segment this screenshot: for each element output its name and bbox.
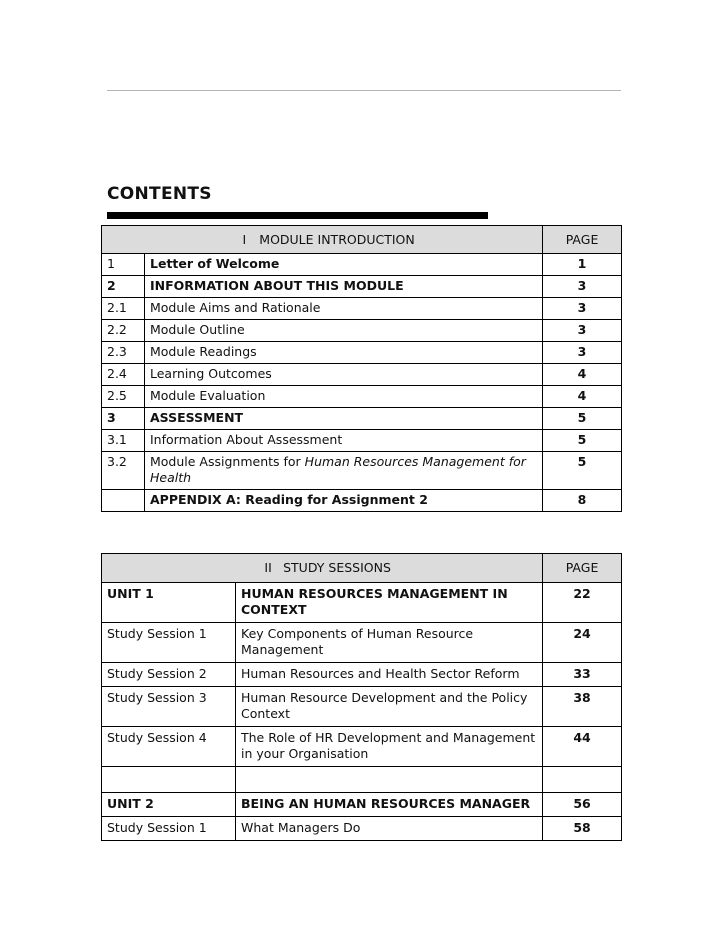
row-page: 3 — [543, 342, 622, 364]
table-row — [102, 687, 622, 727]
row-number: 2.3 — [102, 342, 145, 364]
table-row-empty — [102, 767, 622, 793]
row-title-prefix: Module Assignments for — [150, 454, 305, 469]
row-number: 2 — [102, 276, 145, 298]
row-title: Letter of Welcome — [145, 254, 543, 276]
row-title: Module Evaluation — [145, 386, 543, 408]
row-page: 4 — [543, 364, 622, 386]
row-label: Study Session 2 — [102, 663, 236, 687]
table-row — [102, 490, 622, 512]
study-title: STUDY SESSIONS — [283, 559, 391, 575]
table-row — [102, 364, 622, 386]
table-row — [102, 663, 622, 687]
row-title-italic: Human Resources Management for Health — [150, 454, 526, 485]
intro-header-row — [102, 226, 622, 254]
intro-title: MODULE INTRODUCTION — [259, 231, 415, 247]
row-page — [543, 767, 622, 793]
row-title: Module Aims and Rationale — [145, 298, 543, 320]
row-title — [236, 767, 543, 793]
row-title: Information About Assessment — [145, 430, 543, 452]
row-title: Module Outline — [145, 320, 543, 342]
header-rule — [107, 90, 621, 91]
table-row — [102, 342, 622, 364]
table-row — [102, 298, 622, 320]
row-number — [102, 490, 145, 512]
table-row — [102, 452, 622, 490]
table-row — [102, 386, 622, 408]
row-label: Study Session 1 — [102, 623, 236, 663]
row-label: Study Session 4 — [102, 727, 236, 767]
row-number: 1 — [102, 254, 145, 276]
row-title: Key Components of Human Resource Management — [236, 623, 543, 663]
row-number: 2.1 — [102, 298, 145, 320]
study-roman: II — [264, 559, 272, 575]
study-header-title-cell — [102, 554, 543, 583]
row-title: APPENDIX A: Reading for Assignment 2 — [145, 490, 543, 512]
table-row — [102, 817, 622, 841]
row-title: ASSESSMENT — [145, 408, 543, 430]
row-page: 8 — [543, 490, 622, 512]
row-page: 3 — [543, 298, 622, 320]
row-label: UNIT 2 — [102, 793, 236, 817]
row-title: Human Resource Development and the Policy Context — [236, 687, 543, 727]
row-page: 4 — [543, 386, 622, 408]
contents-title: CONTENTS — [107, 184, 212, 204]
row-label: Study Session 1 — [102, 817, 236, 841]
row-page: 33 — [543, 663, 622, 687]
intro-page-header: PAGE — [543, 226, 622, 254]
table-row — [102, 276, 622, 298]
row-label: Study Session 3 — [102, 687, 236, 727]
row-page: 56 — [543, 793, 622, 817]
row-page: 1 — [543, 254, 622, 276]
row-page: 58 — [543, 817, 622, 841]
row-title — [145, 452, 543, 490]
row-page: 22 — [543, 583, 622, 623]
table-row — [102, 727, 622, 767]
study-page-header: PAGE — [543, 554, 622, 583]
row-number: 2.2 — [102, 320, 145, 342]
row-number: 2.5 — [102, 386, 145, 408]
row-title: BEING AN HUMAN RESOURCES MANAGER — [236, 793, 543, 817]
row-number: 3.2 — [102, 452, 145, 490]
row-page: 38 — [543, 687, 622, 727]
row-title: Module Readings — [145, 342, 543, 364]
row-page: 3 — [543, 276, 622, 298]
row-page: 5 — [543, 430, 622, 452]
row-page: 5 — [543, 452, 622, 490]
row-page: 3 — [543, 320, 622, 342]
table-row — [102, 430, 622, 452]
table-row — [102, 793, 622, 817]
table-row — [102, 254, 622, 276]
row-title: INFORMATION ABOUT THIS MODULE — [145, 276, 543, 298]
row-page: 44 — [543, 727, 622, 767]
row-title: The Role of HR Development and Management in your Organisation — [236, 727, 543, 767]
row-title: HUMAN RESOURCES MANAGEMENT IN CONTEXT — [236, 583, 543, 623]
intro-roman: I — [242, 231, 247, 247]
intro-header-title-cell — [102, 226, 543, 254]
row-page: 5 — [543, 408, 622, 430]
module-introduction-table — [101, 225, 622, 512]
row-title: Human Resources and Health Sector Reform — [236, 663, 543, 687]
row-title: What Managers Do — [236, 817, 543, 841]
study-sessions-table — [101, 553, 622, 841]
row-number: 2.4 — [102, 364, 145, 386]
row-number: 3 — [102, 408, 145, 430]
row-label: UNIT 1 — [102, 583, 236, 623]
table-row — [102, 623, 622, 663]
table-row — [102, 408, 622, 430]
row-page: 24 — [543, 623, 622, 663]
row-title: Learning Outcomes — [145, 364, 543, 386]
table-row — [102, 320, 622, 342]
table-row — [102, 583, 622, 623]
study-header-row — [102, 554, 622, 583]
title-underline-bar — [107, 212, 488, 219]
row-number: 3.1 — [102, 430, 145, 452]
row-label — [102, 767, 236, 793]
